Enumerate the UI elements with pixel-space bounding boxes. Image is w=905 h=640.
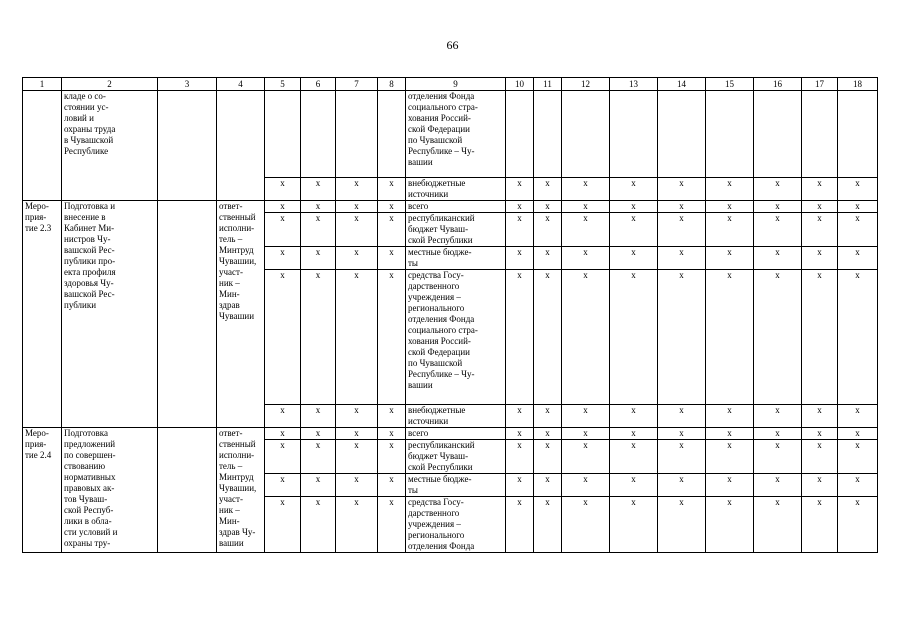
x-mark-cont-vneb-col12: x [562, 178, 610, 201]
x-mark-cont-vneb-col8: x [378, 178, 406, 201]
x-mark-m23-src_local-col17: x [802, 247, 838, 270]
x-mark-m23-src_local-col13: x [610, 247, 658, 270]
x-mark-m24-src_local-col16: x [754, 474, 802, 497]
empty-cell-cont-col12 [562, 91, 610, 178]
x-mark-m23-src_rep-col10: x [506, 213, 534, 247]
x-mark-m23-src_total-col12: x [562, 201, 610, 213]
x-mark-m24-src_rep-col11: x [534, 440, 562, 474]
x-mark-m24-src_total-col17: x [802, 428, 838, 440]
x-mark-m23-src_total-col10: x [506, 201, 534, 213]
x-mark-cont-vneb-col15: x [706, 178, 754, 201]
x-mark-m23-src_state-col5: x [265, 270, 301, 405]
x-mark-m23-src_rep-col6: x [301, 213, 336, 247]
x-mark-m23-src_rep-col17: x [802, 213, 838, 247]
x-mark-m23-src_local-col10: x [506, 247, 534, 270]
x-mark-m23-src_vneb-col7: x [336, 405, 378, 428]
x-mark-m23-src_total-col18: x [838, 201, 878, 213]
m24-col3 [158, 428, 217, 553]
x-mark-m23-src_local-col18: x [838, 247, 878, 270]
empty-cell-cont-col18 [838, 91, 878, 178]
x-mark-m23-src_local-col8: x [378, 247, 406, 270]
x-mark-m24-src_local-col6: x [301, 474, 336, 497]
x-mark-m24-src_state-col17: x [802, 497, 838, 553]
x-mark-m23-src_rep-col5: x [265, 213, 301, 247]
x-mark-m24-src_local-col17: x [802, 474, 838, 497]
x-mark-m24-src_rep-col18: x [838, 440, 878, 474]
m24-label: Меро- прия- тие 2.4 [23, 428, 62, 553]
x-mark-m24-src_state-col12: x [562, 497, 610, 553]
m23-responsible: ответ- ственный исполни- тель – Минтруд Чувашии, участ- ник – Мин- здрав Чувашии [217, 201, 265, 428]
header-cell-4: 4 [217, 78, 265, 91]
x-mark-m24-src_rep-col7: x [336, 440, 378, 474]
x-mark-m23-src_total-col5: x [265, 201, 301, 213]
empty-cell-cont-col15 [706, 91, 754, 178]
x-mark-m24-src_local-col8: x [378, 474, 406, 497]
empty-cell-cont-col14 [658, 91, 706, 178]
x-mark-m24-src_local-col14: x [658, 474, 706, 497]
x-mark-m24-src_local-col10: x [506, 474, 534, 497]
x-mark-m23-src_vneb-col5: x [265, 405, 301, 428]
x-mark-m23-src_local-col14: x [658, 247, 706, 270]
m24-src_state: средства Госу- дарственного учреждения – регионального отделения Фонда [406, 497, 506, 553]
continuation-row [23, 91, 878, 178]
header-cell-2: 2 [62, 78, 158, 91]
cont-source-vneb: внебюджетные источники [406, 178, 506, 201]
header-cell-11: 11 [534, 78, 562, 91]
x-mark-m23-src_state-col11: x [534, 270, 562, 405]
x-mark-m24-src_total-col12: x [562, 428, 610, 440]
m24-src_rep: республиканский бюджет Чуваш- ской Республики [406, 440, 506, 474]
x-mark-m23-src_local-col15: x [706, 247, 754, 270]
cont-col1 [23, 91, 62, 201]
empty-cell-cont-col11 [534, 91, 562, 178]
x-mark-m23-src_rep-col7: x [336, 213, 378, 247]
x-mark-m24-src_total-col15: x [706, 428, 754, 440]
header-cell-12: 12 [562, 78, 610, 91]
x-mark-m23-src_total-col14: x [658, 201, 706, 213]
x-mark-m23-src_state-col15: x [706, 270, 754, 405]
cont-event-name: кладе о со- стоянии ус- ловий и охраны труда в Чувашской Республике [62, 91, 158, 201]
x-mark-m24-src_rep-col12: x [562, 440, 610, 474]
x-mark-m24-src_state-col16: x [754, 497, 802, 553]
header-cell-18: 18 [838, 78, 878, 91]
x-mark-m24-src_rep-col17: x [802, 440, 838, 474]
m23-row-src_total [23, 201, 878, 213]
empty-cell-cont-col7 [336, 91, 378, 178]
x-mark-cont-vneb-col16: x [754, 178, 802, 201]
header-cell-17: 17 [802, 78, 838, 91]
x-mark-m23-src_vneb-col6: x [301, 405, 336, 428]
x-mark-m23-src_rep-col16: x [754, 213, 802, 247]
x-mark-cont-vneb-col13: x [610, 178, 658, 201]
m23-src_state: средства Госу- дарственного учреждения – регионального отделения Фонда социального стра- хования Россий- ской Федерации по Чувашской Республике – Чу- вашии [406, 270, 506, 405]
empty-cell-cont-col6 [301, 91, 336, 178]
x-mark-m23-src_vneb-col17: x [802, 405, 838, 428]
x-mark-m24-src_rep-col13: x [610, 440, 658, 474]
empty-cell-cont-col5 [265, 91, 301, 178]
x-mark-m23-src_state-col14: x [658, 270, 706, 405]
x-mark-m23-src_vneb-col16: x [754, 405, 802, 428]
x-mark-m24-src_rep-col8: x [378, 440, 406, 474]
x-mark-m24-src_total-col18: x [838, 428, 878, 440]
x-mark-m24-src_rep-col10: x [506, 440, 534, 474]
x-mark-m23-src_vneb-col11: x [534, 405, 562, 428]
x-mark-m24-src_state-col5: x [265, 497, 301, 553]
header-cell-13: 13 [610, 78, 658, 91]
m24-responsible: ответ- ственный исполни- тель – Минтруд Чувашии, участ- ник – Мин- здрав Чу- вашии [217, 428, 265, 553]
x-mark-m24-src_state-col15: x [706, 497, 754, 553]
m24-name: Подготовка предложений по совершен- ствованию нормативных правовых ак- тов Чуваш- ской Респуб- лики в обла- сти условий и охраны тру- [62, 428, 158, 553]
x-mark-m23-src_total-col8: x [378, 201, 406, 213]
m24-src_total: всего [406, 428, 506, 440]
x-mark-m23-src_vneb-col18: x [838, 405, 878, 428]
x-mark-m24-src_state-col7: x [336, 497, 378, 553]
x-mark-m23-src_total-col15: x [706, 201, 754, 213]
x-mark-m24-src_total-col6: x [301, 428, 336, 440]
x-mark-m24-src_total-col16: x [754, 428, 802, 440]
x-mark-cont-vneb-col5: x [265, 178, 301, 201]
x-mark-m23-src_state-col13: x [610, 270, 658, 405]
x-mark-m23-src_total-col13: x [610, 201, 658, 213]
x-mark-cont-vneb-col17: x [802, 178, 838, 201]
x-mark-cont-vneb-col10: x [506, 178, 534, 201]
x-mark-cont-vneb-col18: x [838, 178, 878, 201]
x-mark-m23-src_vneb-col15: x [706, 405, 754, 428]
empty-cell-cont-col13 [610, 91, 658, 178]
header-cell-1: 1 [23, 78, 62, 91]
x-mark-m24-src_local-col7: x [336, 474, 378, 497]
x-mark-m23-src_state-col12: x [562, 270, 610, 405]
x-mark-m24-src_rep-col16: x [754, 440, 802, 474]
m23-src_rep: республиканский бюджет Чуваш- ской Республики [406, 213, 506, 247]
x-mark-m23-src_state-col7: x [336, 270, 378, 405]
empty-cell-cont-col8 [378, 91, 406, 178]
x-mark-m24-src_total-col10: x [506, 428, 534, 440]
x-mark-m23-src_vneb-col8: x [378, 405, 406, 428]
header-cell-3: 3 [158, 78, 217, 91]
x-mark-cont-vneb-col6: x [301, 178, 336, 201]
x-mark-m23-src_rep-col12: x [562, 213, 610, 247]
cont-source-text: отделения Фонда социального стра- хования Россий- ской Федерации по Чувашской Республике – Чу- вашии [406, 91, 506, 178]
header-row [23, 78, 878, 91]
x-mark-m23-src_local-col7: x [336, 247, 378, 270]
x-mark-m23-src_local-col5: x [265, 247, 301, 270]
x-mark-m24-src_local-col15: x [706, 474, 754, 497]
x-mark-m23-src_rep-col15: x [706, 213, 754, 247]
header-cell-16: 16 [754, 78, 802, 91]
x-mark-m23-src_state-col6: x [301, 270, 336, 405]
x-mark-m23-src_local-col11: x [534, 247, 562, 270]
x-mark-m24-src_total-col8: x [378, 428, 406, 440]
x-mark-m23-src_vneb-col10: x [506, 405, 534, 428]
x-mark-m23-src_state-col18: x [838, 270, 878, 405]
header-cell-9: 9 [406, 78, 506, 91]
x-mark-m23-src_rep-col18: x [838, 213, 878, 247]
x-mark-m23-src_total-col17: x [802, 201, 838, 213]
x-mark-m23-src_state-col16: x [754, 270, 802, 405]
empty-cell-cont-col10 [506, 91, 534, 178]
x-mark-m24-src_total-col14: x [658, 428, 706, 440]
x-mark-m23-src_local-col16: x [754, 247, 802, 270]
x-mark-m23-src_vneb-col13: x [610, 405, 658, 428]
x-mark-m23-src_rep-col13: x [610, 213, 658, 247]
x-mark-m23-src_total-col6: x [301, 201, 336, 213]
m23-col3 [158, 201, 217, 428]
m23-name: Подготовка и внесение в Кабинет Ми- нистров Чу- вашской Рес- публики про- екта профиля здоровья Чу- вашской Рес- публики [62, 201, 158, 428]
m24-row-src_total [23, 428, 878, 440]
x-mark-m24-src_local-col11: x [534, 474, 562, 497]
x-mark-m23-src_rep-col8: x [378, 213, 406, 247]
page-number: 66 [446, 38, 459, 52]
x-mark-m24-src_rep-col14: x [658, 440, 706, 474]
m23-src_total: всего [406, 201, 506, 213]
empty-cell-cont-col16 [754, 91, 802, 178]
x-mark-cont-vneb-col14: x [658, 178, 706, 201]
cont-col4 [217, 91, 265, 201]
m23-src_vneb: внебюджетные источники [406, 405, 506, 428]
x-mark-m24-src_state-col13: x [610, 497, 658, 553]
x-mark-m24-src_state-col8: x [378, 497, 406, 553]
x-mark-m23-src_total-col7: x [336, 201, 378, 213]
program-table [22, 77, 878, 553]
x-mark-m24-src_state-col10: x [506, 497, 534, 553]
m23-src_local: местные бюдже- ты [406, 247, 506, 270]
x-mark-cont-vneb-col7: x [336, 178, 378, 201]
x-mark-cont-vneb-col11: x [534, 178, 562, 201]
x-mark-m23-src_state-col8: x [378, 270, 406, 405]
x-mark-m23-src_total-col16: x [754, 201, 802, 213]
header-cell-14: 14 [658, 78, 706, 91]
x-mark-m23-src_total-col11: x [534, 201, 562, 213]
x-mark-m24-src_state-col11: x [534, 497, 562, 553]
x-mark-m24-src_state-col14: x [658, 497, 706, 553]
x-mark-m24-src_local-col13: x [610, 474, 658, 497]
m24-src_local: местные бюдже- ты [406, 474, 506, 497]
x-mark-m24-src_local-col12: x [562, 474, 610, 497]
x-mark-m24-src_rep-col6: x [301, 440, 336, 474]
x-mark-m24-src_total-col13: x [610, 428, 658, 440]
x-mark-m24-src_total-col7: x [336, 428, 378, 440]
x-mark-m24-src_total-col11: x [534, 428, 562, 440]
x-mark-m23-src_local-col12: x [562, 247, 610, 270]
m23-label: Меро- прия- тие 2.3 [23, 201, 62, 428]
x-mark-m23-src_vneb-col14: x [658, 405, 706, 428]
x-mark-m23-src_rep-col14: x [658, 213, 706, 247]
header-cell-6: 6 [301, 78, 336, 91]
header-cell-10: 10 [506, 78, 534, 91]
x-mark-m24-src_state-col18: x [838, 497, 878, 553]
x-mark-m23-src_state-col17: x [802, 270, 838, 405]
header-cell-8: 8 [378, 78, 406, 91]
header-cell-5: 5 [265, 78, 301, 91]
cont-col3 [158, 91, 217, 201]
x-mark-m23-src_vneb-col12: x [562, 405, 610, 428]
header-cell-7: 7 [336, 78, 378, 91]
x-mark-m23-src_local-col6: x [301, 247, 336, 270]
x-mark-m24-src_local-col18: x [838, 474, 878, 497]
header-cell-15: 15 [706, 78, 754, 91]
x-mark-m23-src_rep-col11: x [534, 213, 562, 247]
empty-cell-cont-col17 [802, 91, 838, 178]
x-mark-m24-src_rep-col5: x [265, 440, 301, 474]
x-mark-m24-src_rep-col15: x [706, 440, 754, 474]
x-mark-m24-src_local-col5: x [265, 474, 301, 497]
x-mark-m23-src_state-col10: x [506, 270, 534, 405]
x-mark-m24-src_state-col6: x [301, 497, 336, 553]
x-mark-m24-src_total-col5: x [265, 428, 301, 440]
